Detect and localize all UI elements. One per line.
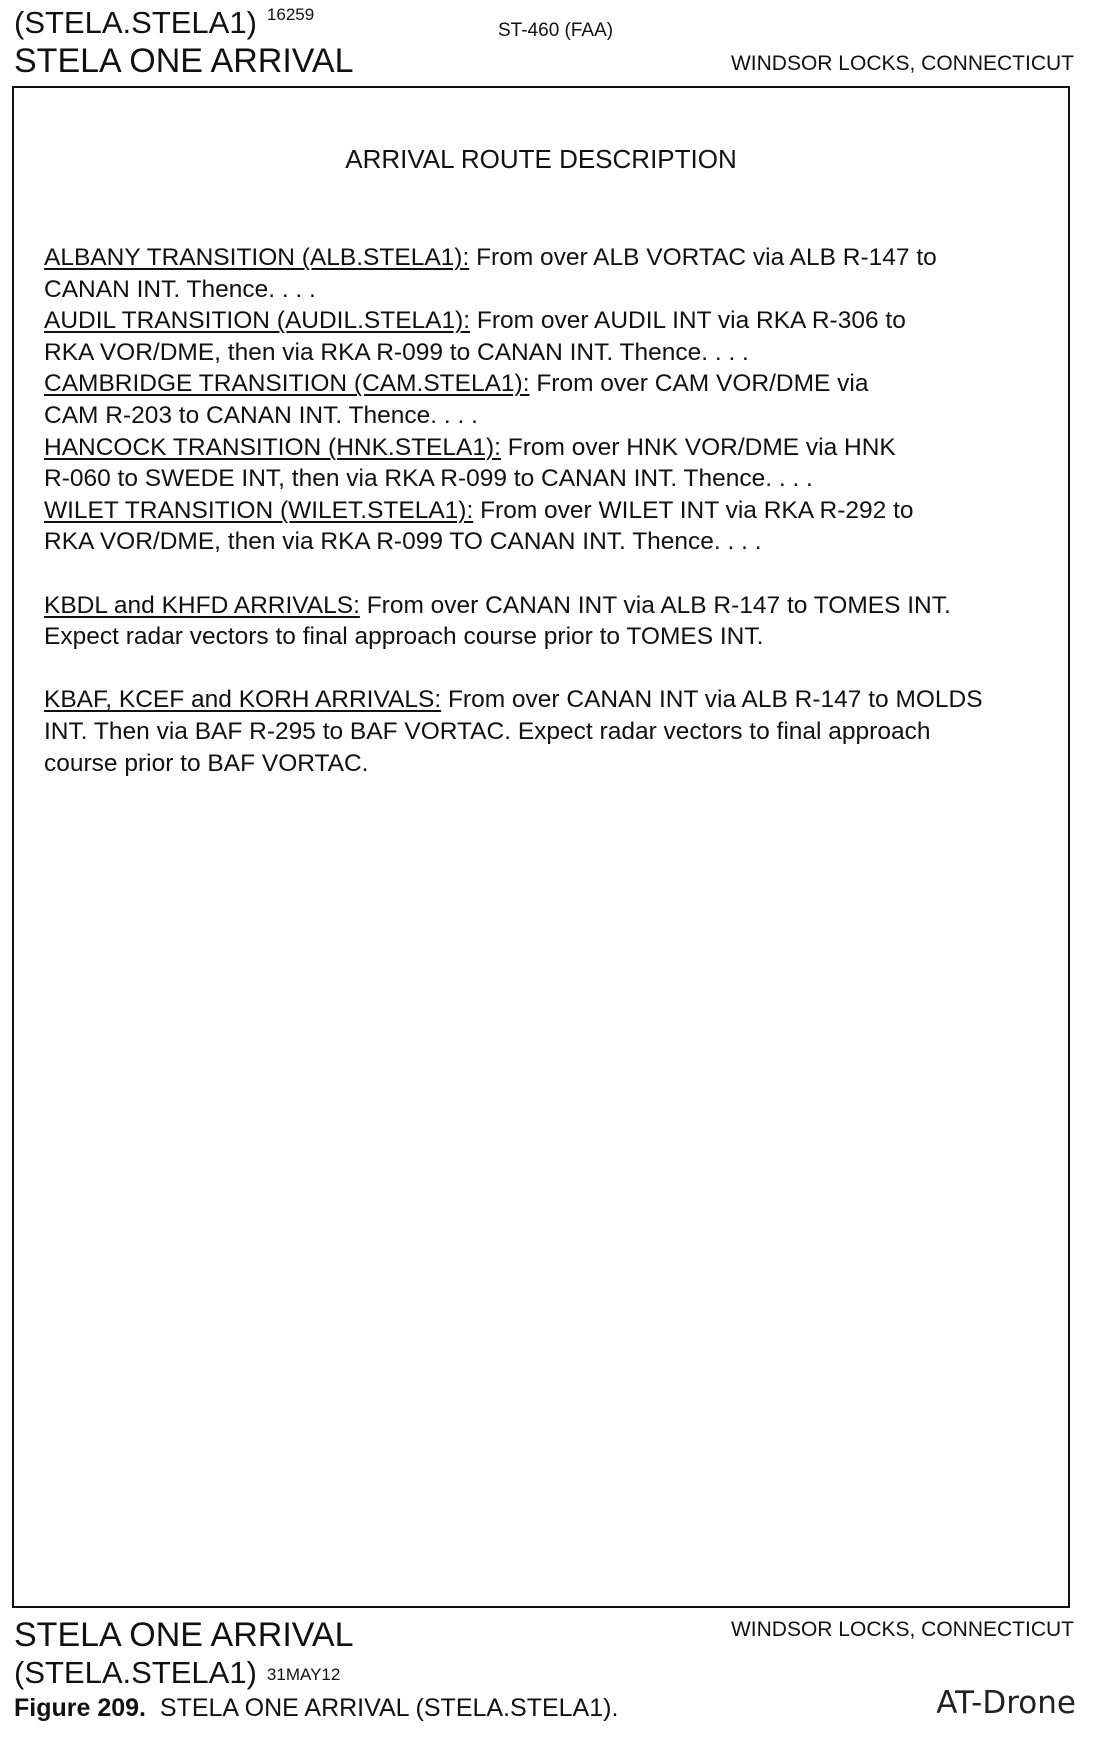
transition-text: From over CAM VOR/DME via xyxy=(529,370,869,398)
transition-line xyxy=(44,368,1054,400)
transition-cambridge xyxy=(44,368,1054,431)
transition-text-continued: RKA VOR/DME, then via RKA R-099 to CANAN INT. Thence. . . . xyxy=(44,338,749,366)
arrival-text: From over CANAN INT via ALB R-147 to MOLDS xyxy=(441,686,983,714)
transition-label: ALBANY TRANSITION (ALB.STELA1): xyxy=(44,244,470,271)
transition-line xyxy=(44,495,1054,527)
amendment-code: 16259 xyxy=(266,5,315,24)
transition-text: From over AUDIL INT via RKA R-306 to xyxy=(470,307,906,335)
transition-label: AUDIL TRANSITION (AUDIL.STELA1): xyxy=(44,307,471,335)
procedure-title-top: STELA ONE ARRIVAL xyxy=(14,42,354,80)
watermark: AT-Drone xyxy=(936,1685,1076,1721)
transition-line xyxy=(44,242,1054,274)
arrival-text: From over CANAN INT via ALB R-147 to TOMES INT. xyxy=(359,591,951,619)
arrival-text-continued: course prior to BAF VORTAC. xyxy=(44,749,369,777)
figure-caption xyxy=(14,1692,618,1724)
procedure-title-bottom: STELA ONE ARRIVAL xyxy=(14,1616,354,1654)
chart-frame xyxy=(12,86,1070,1608)
arrival-label: KBAF, KCEF and KORH ARRIVALS: xyxy=(44,686,442,714)
figure-caption-text: STELA ONE ARRIVAL (STELA.STELA1). xyxy=(146,1694,619,1722)
transition-text-continued: CAM R-203 to CANAN INT. Thence. . . . xyxy=(44,401,478,429)
transition-hancock xyxy=(44,432,1054,495)
transition-text-continued: CANAN INT. Thence. . . . xyxy=(44,275,316,303)
transition-audil xyxy=(44,305,1054,368)
route-description xyxy=(44,242,1054,779)
transition-text: From over WILET INT via RKA R-292 to xyxy=(473,496,914,524)
section-heading: ARRIVAL ROUTE DESCRIPTION xyxy=(345,144,737,174)
transition-label: HANCOCK TRANSITION (HNK.STELA1): xyxy=(44,433,501,461)
arrival-line xyxy=(44,590,1054,622)
transition-text-continued: RKA VOR/DME, then via RKA R-099 TO CANAN INT. Thence. . . . xyxy=(44,528,762,556)
transition-line xyxy=(44,432,1054,464)
arrival-label: KBDL and KHFD ARRIVALS: xyxy=(44,591,360,619)
transition-wilet xyxy=(44,495,1054,558)
arrival-kbaf-kcef-korh xyxy=(44,684,1054,779)
transition-line xyxy=(44,305,1054,337)
transition-text-continued: R-060 to SWEDE INT, then via RKA R-099 to CANAN INT. Thence. . . . xyxy=(44,465,813,493)
location-top: WINDSOR LOCKS, CONNECTICUT xyxy=(730,52,1074,75)
arrival-text-continued: Expect radar vectors to final approach course prior to TOMES INT. xyxy=(44,623,764,651)
procedure-id-top xyxy=(14,4,314,42)
procedure-id-bottom xyxy=(14,1654,340,1694)
procedure-id-text: (STELA.STELA1) xyxy=(14,5,257,40)
transition-text: From over HNK VOR/DME via HNK xyxy=(500,433,896,461)
arrival-kbdl-khfd xyxy=(44,590,1054,653)
transition-albany xyxy=(44,242,1054,305)
transition-label: WILET TRANSITION (WILET.STELA1): xyxy=(44,496,474,524)
procedure-id-text: (STELA.STELA1) xyxy=(14,1655,257,1690)
location-bottom: WINDSOR LOCKS, CONNECTICUT xyxy=(730,1618,1074,1641)
st-number: ST-460 (FAA) xyxy=(498,20,614,41)
date-code: 31MAY12 xyxy=(266,1664,341,1684)
transition-label: CAMBRIDGE TRANSITION (CAM.STELA1): xyxy=(44,370,530,398)
arrival-line xyxy=(44,684,1054,716)
figure-label: Figure 209. xyxy=(14,1694,146,1722)
arrival-text-continued: INT. Then via BAF R-295 to BAF VORTAC. Expect radar vectors to final approach xyxy=(44,717,931,745)
transition-text: From over ALB VORTAC via ALB R-147 to xyxy=(469,244,937,271)
